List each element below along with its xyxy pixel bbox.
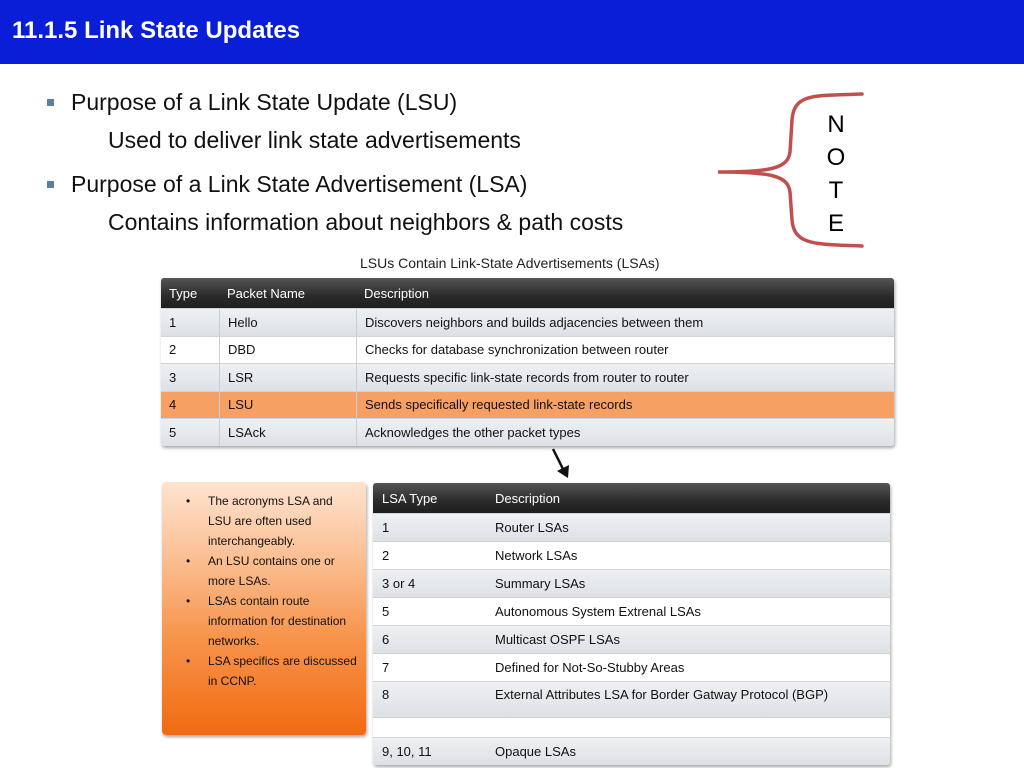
table-cell: 1 [169, 314, 177, 330]
table-cell: 2 [169, 342, 177, 358]
info-box [162, 482, 366, 735]
list-item [182, 591, 358, 651]
sub-bullet-lsu: Used to deliver link state advertisements [108, 127, 521, 153]
list-item-text: LSAs contain route information for destination networks. [208, 594, 347, 648]
table-cell: Network LSAs [495, 548, 578, 563]
note-label [818, 108, 854, 240]
table-cell: 3 [169, 369, 177, 385]
bullet-list [45, 88, 765, 252]
bullet-lsa-purpose [45, 170, 765, 198]
info-list [182, 491, 358, 691]
table-header-row [161, 278, 894, 308]
table-cell: 8 [382, 687, 390, 702]
lsu-table-caption: LSUs Contain Link-State Advertisements (LSAs) [360, 255, 660, 271]
table-cell: Discovers neighbors and builds adjacencies between them [356, 309, 894, 336]
square-bullet-icon [47, 181, 54, 188]
table-cell: LSR [219, 364, 356, 391]
table-row [161, 308, 894, 336]
table-cell: Multicast OSPF LSAs [495, 632, 620, 647]
list-item-text: The acronyms LSA and LSU are often used interchangeably. [208, 494, 333, 548]
table-row [373, 597, 890, 625]
table-row [373, 569, 890, 597]
column-header: Packet Name [227, 285, 306, 301]
table-cell: 3 or 4 [382, 576, 416, 591]
table-cell: 1 [382, 520, 390, 535]
table-row [161, 418, 894, 446]
note-letter: N [827, 111, 845, 138]
bullet-lsu-purpose [45, 88, 765, 116]
table-row [373, 541, 890, 569]
table-row [161, 363, 894, 391]
table-row [373, 681, 890, 717]
table-cell: Sends specifically requested link-state records [356, 392, 894, 419]
table-row [373, 717, 890, 737]
table-cell: External Attributes LSA for Border Gatway Protocol (BGP) [495, 687, 829, 702]
sub-bullet-lsa: Contains information about neighbors & path costs [108, 209, 624, 235]
note-letter: T [828, 177, 844, 204]
arrow-down-right-icon [550, 447, 574, 481]
table-cell: Hello [219, 309, 356, 336]
table-cell: LSU [219, 392, 356, 419]
page-title: 11.1.5 Link State Updates [12, 17, 301, 44]
table-cell: Requests specific link-state records from router to router [356, 364, 894, 391]
square-bullet-icon [47, 99, 54, 106]
table-row [373, 513, 890, 541]
table-cell: 4 [169, 397, 177, 413]
table-cell: 5 [382, 604, 390, 619]
bullet-dot-icon: • [186, 494, 191, 508]
lsa-type-table [373, 483, 890, 765]
column-header: Description [364, 285, 430, 301]
table-cell: Checks for database synchronization between router [356, 337, 894, 364]
bullet-dot-icon: • [186, 654, 191, 668]
table-cell: LSAck [219, 419, 356, 446]
table-row [373, 653, 890, 681]
lsu-packet-table [161, 278, 894, 446]
list-item-text: An LSU contains one or more LSAs. [208, 554, 335, 588]
column-header: LSA Type [382, 490, 438, 506]
bullet-text: Purpose of a Link State Advertisement (LSA) [71, 171, 528, 197]
table-cell: Router LSAs [495, 520, 569, 535]
table-cell: DBD [219, 337, 356, 364]
list-item [182, 651, 358, 691]
table-row [161, 336, 894, 364]
table-header-row [373, 483, 890, 513]
bullet-dot-icon: • [186, 554, 191, 568]
table-row [373, 737, 890, 765]
table-cell: 2 [382, 548, 390, 563]
bullet-dot-icon: • [186, 594, 191, 608]
table-cell: Opaque LSAs [495, 744, 576, 759]
table-cell: 9, 10, 11 [382, 744, 432, 759]
column-header: Type [169, 285, 198, 301]
list-item [182, 551, 358, 591]
table-cell: 7 [382, 660, 390, 675]
column-header: Description [495, 490, 561, 506]
table-cell: Defined for Not-So-Stubby Areas [495, 660, 685, 675]
note-letter: E [827, 210, 844, 237]
bullet-text: Purpose of a Link State Update (LSU) [71, 89, 458, 115]
title-bar [0, 0, 1024, 64]
list-item-text: LSA specifics are discussed in CCNP. [208, 654, 357, 688]
note-letter: O [826, 144, 846, 171]
table-cell: Summary LSAs [495, 576, 586, 591]
table-row [373, 625, 890, 653]
table-cell: Autonomous System Extrenal LSAs [495, 604, 701, 619]
table-cell: 5 [169, 424, 177, 440]
table-row-highlighted [161, 391, 894, 419]
table-cell: 6 [382, 632, 390, 647]
list-item [182, 491, 358, 551]
table-cell: Acknowledges the other packet types [356, 419, 894, 446]
